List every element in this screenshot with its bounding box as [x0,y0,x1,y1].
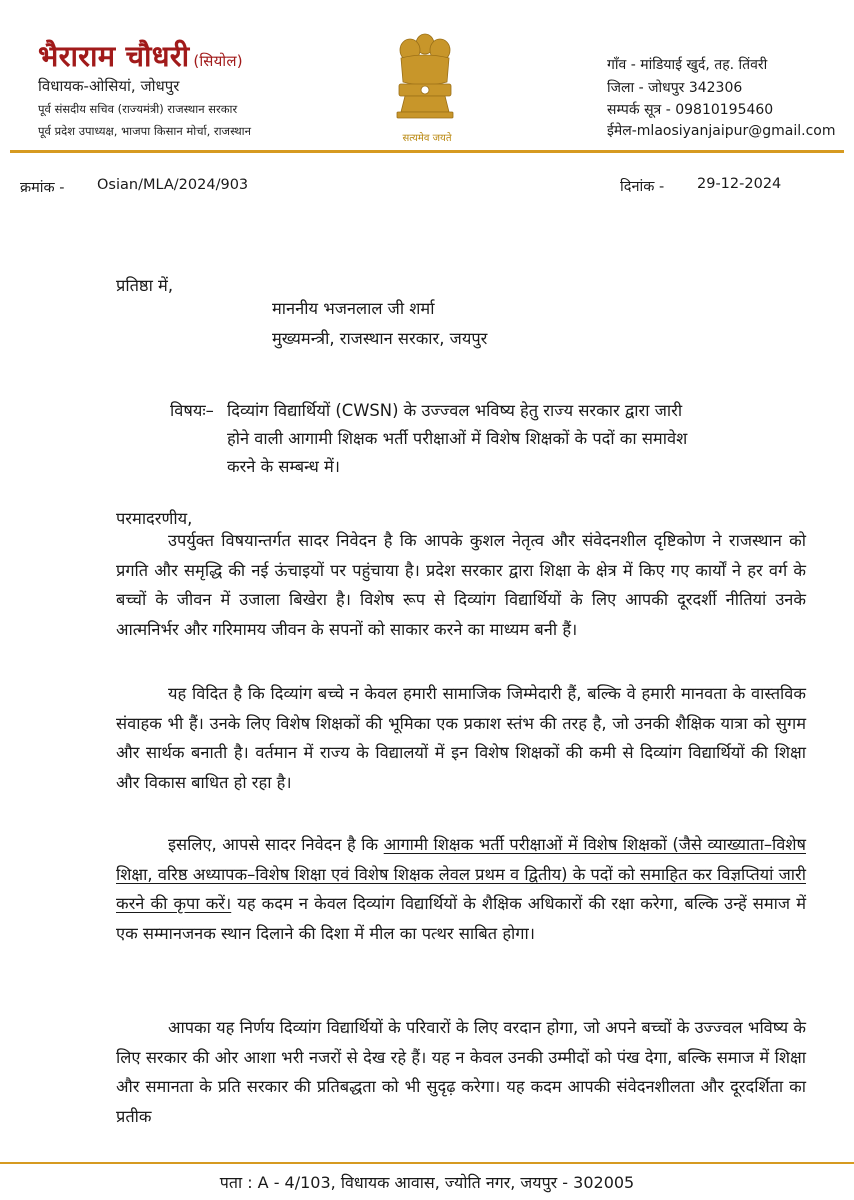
footer-address: पता : A - 4/103, विधायक आवास, ज्योति नगर, जयपुर - 302005 [219,1173,635,1192]
reference-label: क्रमांक - [20,180,65,196]
body-paragraph-4-text: आपका यह निर्णय दिव्यांग विद्यार्थियों के परिवारों के लिए वरदान होगा, जो अपने बच्चों के उज्ज्वल भविष्य के लिए सरकार की ओर आशा भरी नजरों से देख रहे हैं। यह न केवल उनकी उम्मीदों को पंख देगा, बल्कि समाज में शिक्षा और समानता के प्रति सरकार की प्रतिबद्धता को भी सुदृढ़ करेगा। यह कदम आपकी संवेदनशीलता और दूरदर्शिता का प्रतीक [116,1018,806,1126]
body-paragraph-3-request: आगामी शिक्षक भर्ती परीक्षाओं में विशेष शिक्षकों (जैसे व्याख्याता–विशेष शिक्षा, वरिष्ठ अध्यापक–विशेष शिक्षा एवं विशेष शिक्षक लेवल प्रथम व द्वितीय) के पदों को समाहित कर विज्ञप्तियां जारी करने की कृपा करें। [116,835,806,913]
contact-district: जिला - जोधपुर 342306 [607,80,743,96]
body-paragraph-2-text: यह विदित है कि दिव्यांग बच्चे न केवल हमारी सामाजिक जिम्मेदारी हैं, बल्कि वे हमारी मानवता के वास्तविक संवाहक भी हैं। उनके लिए विशेष शिक्षकों की भूमिका एक प्रकाश स्तंभ की तरह है, जो उनकी शैक्षिक यात्रा को सुगम और सार्थक बनाती है। वर्तमान में राज्य के विद्यालयों में इन विशेष शिक्षकों की कमी से दिव्यांग विद्यार्थियों की शिक्षा और विकास बाधित हो रहा है। [116,684,806,792]
body-paragraph-3-start: इसलिए, आपसे सादर निवेदन है कि [168,835,384,854]
body-paragraph-2 [116,679,806,797]
date-label: दिनांक - [620,179,665,195]
sender-name-suffix: (सियोल) [193,52,243,70]
subject-line-2: होने वाली आगामी शिक्षक भर्ती परीक्षाओं में विशेष शिक्षकों के पदों का समावेश [227,429,688,448]
sender-former-post-1: पूर्व संसदीय सचिव (राज्यमंत्री) राजस्थान सरकार [38,102,238,116]
body-paragraph-1-text: उपर्युक्त विषयान्तर्गत सादर निवेदन है कि आपके कुशल नेतृत्व और संवेदनशील दृष्टिकोण ने राजस्थान को प्रगति और समृद्धि की नई ऊंचाइयों पर पहुंचाया है। प्रदेश सरकार द्वारा शिक्षा के क्षेत्र में किए गए कार्यों ने हर वर्ग के बच्चों के जीवन में उजाला बिखेरा है। विशेष रूप से दिव्यांग विद्यार्थियों के लिए आपकी दूरदर्शी नीतियां उनके आत्मनिर्भर और गरिमामय जीवन के सपनों को साकार करने का माध्यम बनी हैं। [116,531,806,639]
body-paragraph-4 [116,1013,806,1131]
emblem-motto: सत्यमेव जयते [402,133,452,144]
subject-line-3: करने के सम्बन्ध में। [227,457,341,476]
date-value: 29-12-2024 [697,176,782,192]
body-paragraph-3-end: यह कदम न केवल दिव्यांग विद्यार्थियों के शैक्षिक अधिकारों की रक्षा करेगा, बल्कि उन्हें समाज में एक सम्मानजनक स्थान दिलाने की दिशा में मील का पत्थर साबित होगा। [116,894,806,943]
sender-name-text: भैराराम चौधरी [38,39,190,73]
subject-label: विषयः– [170,401,214,420]
contact-village: गाँव - मांडियाई खुर्द, तह. तिंवरी [607,57,768,73]
contact-phone: सम्पर्क सूत्र - 09810195460 [607,102,774,118]
recipient-salutation: प्रतिष्ठा में, [116,276,174,295]
body-paragraph-1 [116,526,806,644]
header-divider [10,150,844,153]
state-emblem-icon [383,30,467,130]
sender-former-post-2: पूर्व प्रदेश उपाध्यक्ष, भाजपा किसान मोर्चा, राजस्थान [38,124,252,138]
greeting: परमादरणीय, [116,509,193,528]
reference-number: Osian/MLA/2024/903 [97,177,249,193]
sender-designation: विधायक-ओसियां, जोधपुर [38,77,180,95]
footer-divider [0,1162,854,1164]
sender-name [38,36,243,75]
subject-line-1: दिव्यांग विद्यार्थियों (CWSN) के उज्ज्वल भविष्य हेतु राज्य सरकार द्वारा जारी [227,401,683,420]
contact-email[interactable]: ईमेल-mlaosiyanjaipur@gmail.com [607,123,836,139]
recipient-title: मुख्यमन्त्री, राजस्थान सरकार, जयपुर [272,329,488,348]
recipient-name: माननीय भजनलाल जी शर्मा [272,299,435,318]
body-paragraph-3 [116,830,806,948]
